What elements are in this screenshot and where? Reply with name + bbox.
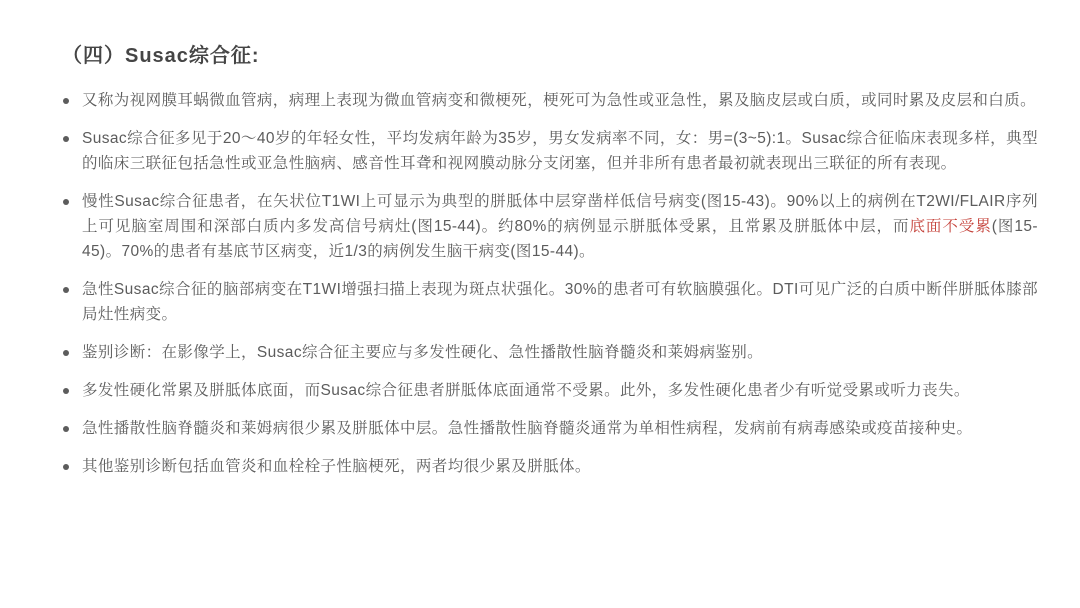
bullet-text — [82, 378, 1038, 403]
text-segment: 鉴别诊断：在影像学上，Susac综合征主要应与多发性硬化、急性播散性脑脊髓炎和莱姆病鉴别。 — [82, 344, 764, 361]
bullet-icon — [63, 98, 69, 104]
bullet-list — [62, 88, 1038, 479]
bullet-text — [82, 277, 1038, 327]
list-item — [62, 340, 1038, 365]
list-item — [62, 189, 1038, 264]
highlighted-text: 底面不受累 — [909, 218, 992, 235]
text-segment: (图15-45)。70%的患者有基底节区病变，近1/3的病例发生脑干病变(图15-44)。 — [82, 218, 1038, 260]
text-segment: 急性Susac综合征的脑部病变在T1WI增强扫描上表现为斑点状强化。30%的患者可有软脑膜强化。DTI可见广泛的白质中断伴胼胝体膝部局灶性病变。 — [82, 281, 1038, 323]
bullet-icon — [63, 136, 69, 142]
bullet-icon — [63, 199, 69, 205]
list-item — [62, 378, 1038, 403]
list-item — [62, 277, 1038, 327]
text-segment: Susac综合征多见于20～40岁的年轻女性，平均发病年龄为35岁，男女发病率不同，女：男=(3~5):1。Susac综合征临床表现多样，典型的临床三联征包括急性或亚急性脑病、感音性耳聋和视网膜动脉分支闭塞，但并非所有患者最初就表现出三联征的所有表现。 — [82, 130, 1038, 172]
bullet-text — [82, 340, 1038, 365]
text-segment: 又称为视网膜耳蜗微血管病，病理上表现为微血管病变和微梗死，梗死可为急性或亚急性，累及脑皮层或白质，或同时累及皮层和白质。 — [82, 92, 1037, 109]
bullet-text — [82, 88, 1038, 113]
text-segment: 其他鉴别诊断包括血管炎和血栓栓子性脑梗死，两者均很少累及胼胝体。 — [82, 458, 591, 475]
bullet-icon — [63, 350, 69, 356]
list-item — [62, 126, 1038, 176]
page-title: （四）Susac综合征: — [62, 45, 260, 67]
list-item — [62, 416, 1038, 441]
bullet-text — [82, 416, 1038, 441]
text-segment: 急性播散性脑脊髓炎和莱姆病很少累及胼胝体中层。急性播散性脑脊髓炎通常为单相性病程，发病前有病毒感染或疫苗接种史。 — [82, 420, 973, 437]
bullet-text — [82, 189, 1038, 264]
bullet-icon — [63, 388, 69, 394]
bullet-icon — [63, 287, 69, 293]
list-item — [62, 88, 1038, 113]
text-segment: 多发性硬化常累及胼胝体底面，而Susac综合征患者胼胝体底面通常不受累。此外，多发性硬化患者少有听觉受累或听力丧失。 — [82, 382, 970, 399]
bullet-icon — [63, 464, 69, 470]
bullet-text — [82, 454, 1038, 479]
text-segment: 慢性Susac综合征患者，在矢状位T1WI上可显示为典型的胼胝体中层穿凿样低信号病变(图15-43)。90%以上的病例在T2WI/FLAIR序列上可见脑室周围和深部白质内多发高信号病灶(图15-44)。约80%的病例显示胼胝体受累，且常累及胼胝体中层，而 — [82, 193, 1038, 235]
bullet-icon — [63, 426, 69, 432]
list-item — [62, 454, 1038, 479]
bullet-text — [82, 126, 1038, 176]
